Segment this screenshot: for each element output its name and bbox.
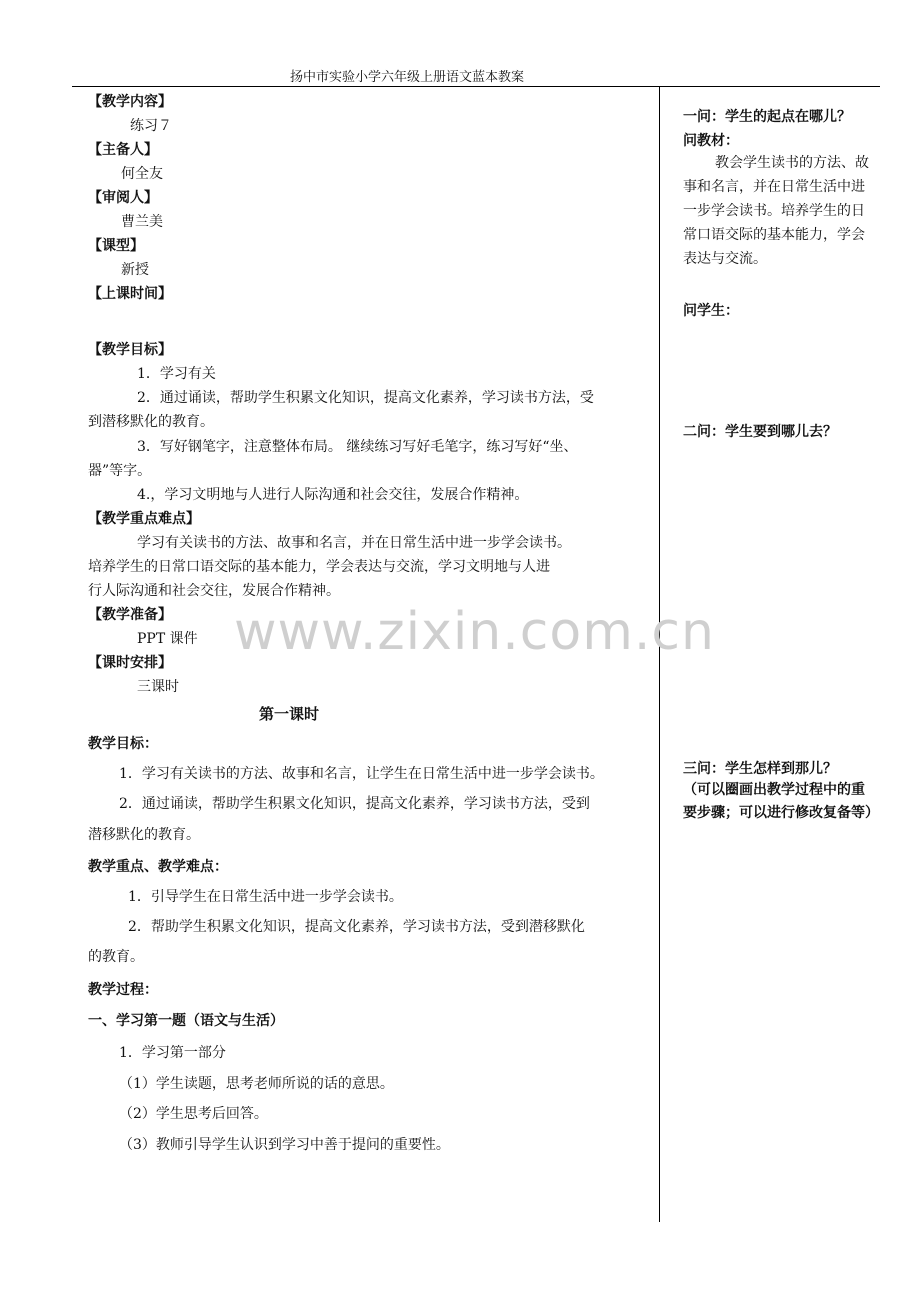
goal-2b: 到潜移默化的教育。 xyxy=(88,414,214,430)
question-1: 一问：学生的起点在哪儿？ xyxy=(683,109,851,125)
type-value: 新授 xyxy=(121,262,149,278)
content-label: 【教学内容】 xyxy=(88,94,172,110)
content-value: 练习７ xyxy=(130,118,172,134)
lesson-title: 第一课时 xyxy=(259,705,320,723)
process-label: 教学过程： xyxy=(88,982,158,998)
key-points-label: 【教学重点难点】 xyxy=(88,511,200,527)
textbook-text: 教会学生读书的方法、故事和名言，并在日常生活中进一步学会读书。培养学生的日常口语交际的基本能力，学会表达与交流。 xyxy=(683,155,869,267)
objectives-label: 教学目标： xyxy=(88,736,158,752)
preparer-label: 【主备人】 xyxy=(88,142,158,158)
watermark: www.zixin.com.cn xyxy=(234,602,715,662)
type-label: 【课型】 xyxy=(88,238,144,254)
key-difficulty-1: 1．引导学生在日常生活中进一步学会读书。 xyxy=(128,889,403,905)
key-point-2: 培养学生的日常口语交际的基本能力，学会表达与交流，学习文明地与人进 xyxy=(88,559,550,575)
textbook-label: 问教材： xyxy=(683,133,739,149)
schedule-label: 【课时安排】 xyxy=(88,655,172,671)
time-label: 【上课时间】 xyxy=(88,286,172,302)
key-difficulty-label: 教学重点、教学难点： xyxy=(88,859,228,875)
objective-1: 1．学习有关读书的方法、故事和名言，让学生在日常生活中进一步学会读书。 xyxy=(119,766,604,782)
objective-2a: 2．通过诵读，帮助学生积累文化知识，提高文化素养，学习读书方法，受到 xyxy=(119,796,590,812)
preparer-value: 何全友 xyxy=(121,166,163,182)
header-rule xyxy=(72,86,880,87)
reviewer-value: 曹兰美 xyxy=(121,214,163,230)
goal-3a: 3．写好钢笔字，注意整体布局。 继续练习写好毛笔字，练习写好“坐、 xyxy=(137,439,578,455)
objective-2b: 潜移默化的教育。 xyxy=(88,827,200,843)
key-point-3: 行人际沟通和社会交往，发展合作精神。 xyxy=(88,583,340,599)
question-3: 三问：学生怎样到那儿？ xyxy=(683,761,837,777)
goal-4: 4.，学习文明地与人进行人际沟通和社会交往，发展合作精神。 xyxy=(137,487,529,503)
step-3: （3）教师引导学生认识到学习中善于提问的重要性。 xyxy=(119,1137,450,1153)
step-1: （1）学生读题，思考老师所说的话的意思。 xyxy=(119,1076,394,1092)
reviewer-label: 【审阅人】 xyxy=(88,190,158,206)
key-difficulty-2a: 2．帮助学生积累文化知识，提高文化素养，学习读书方法，受到潜移默化 xyxy=(128,919,585,935)
question-3-note: （可以圈画出教学过程中的重要步骤；可以进行修改复备等） xyxy=(683,782,879,821)
goal-3b: 器”等字。 xyxy=(88,463,152,479)
part-1-heading: 1．学习第一部分 xyxy=(119,1045,226,1061)
document-header: 扬中市实验小学六年级上册语文蓝本教案 xyxy=(290,70,525,85)
schedule-value: 三课时 xyxy=(137,679,179,695)
goal-2a: 2．通过诵读，帮助学生积累文化知识，提高文化素养，学习读书方法，受 xyxy=(137,390,594,406)
goal-1: 1．学习有关 xyxy=(137,366,216,382)
goals-label: 【教学目标】 xyxy=(88,342,172,358)
prep-label: 【教学准备】 xyxy=(88,607,172,623)
student-label: 问学生： xyxy=(683,303,739,319)
question-2: 二问：学生要到哪儿去？ xyxy=(683,424,837,440)
section-1-heading: 一、学习第一题（语文与生活） xyxy=(88,1013,284,1029)
prep-value: PPT 课件 xyxy=(137,631,198,647)
key-point-1: 学习有关读书的方法、故事和名言，并在日常生活中进一步学会读书。 xyxy=(137,535,571,551)
key-difficulty-2b: 的教育。 xyxy=(88,949,144,965)
step-2: （2）学生思考后回答。 xyxy=(119,1106,268,1122)
